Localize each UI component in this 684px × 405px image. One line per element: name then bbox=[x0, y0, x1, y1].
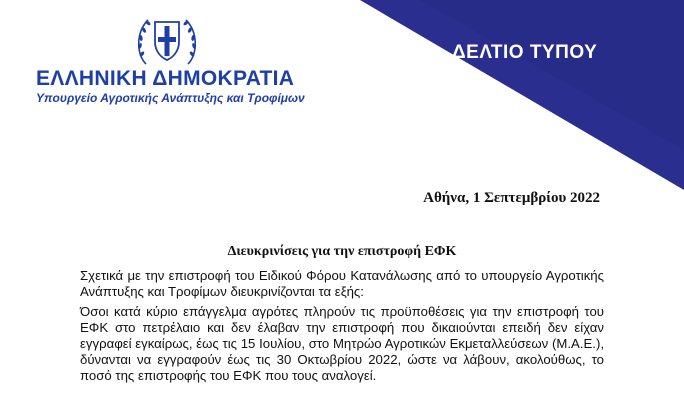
org-name: ΕΛΛΗΝΙΚΗ ΔΗΜΟΚΡΑΤΙΑ bbox=[36, 67, 295, 90]
ministry-name: Υπουργείο Αγροτικής Ανάπτυξης και Τροφίμων bbox=[36, 91, 305, 105]
press-release-title: ΔΕΛΤΙΟ ΤΥΠΟΥ bbox=[452, 42, 598, 63]
document-date: Αθήνα, 1 Σεπτεμβρίου 2022 bbox=[423, 190, 600, 206]
paragraph: Όσοι κατά κύριο επάγγελμα αγρότες πληρούν τις προϋποθέσεις για την επιστροφή του ΕΦΚ στο πετρέλαιο και δεν έλαβαν την επιστροφή που δικαιούνται επειδή δεν είχαν εγγραφεί εγκαίρως, έως τις 15 Ιουλίου, στο Μητρώο Αγροτικών Εκμεταλλεύσεων (Μ.Α.Ε.), δύνανται να εγγραφούν έως τις 30 Οκτωβρίου 2022, ώστε να λάβουν, ακολούθως, το ποσό της επιστροφής του ΕΦΚ που τους αναλογεί. bbox=[80, 304, 604, 383]
document-title: Διευκρινίσεις για την επιστροφή ΕΦΚ bbox=[227, 244, 457, 259]
paragraph: Σχετικά με την επιστροφή του Ειδικού Φόρου Κατανάλωσης από το υπουργείο Αγροτικής Ανάπτυξης και Τροφίμων διευκρινίζονται τα εξής: bbox=[80, 268, 604, 299]
greek-coat-of-arms-icon bbox=[134, 14, 200, 68]
